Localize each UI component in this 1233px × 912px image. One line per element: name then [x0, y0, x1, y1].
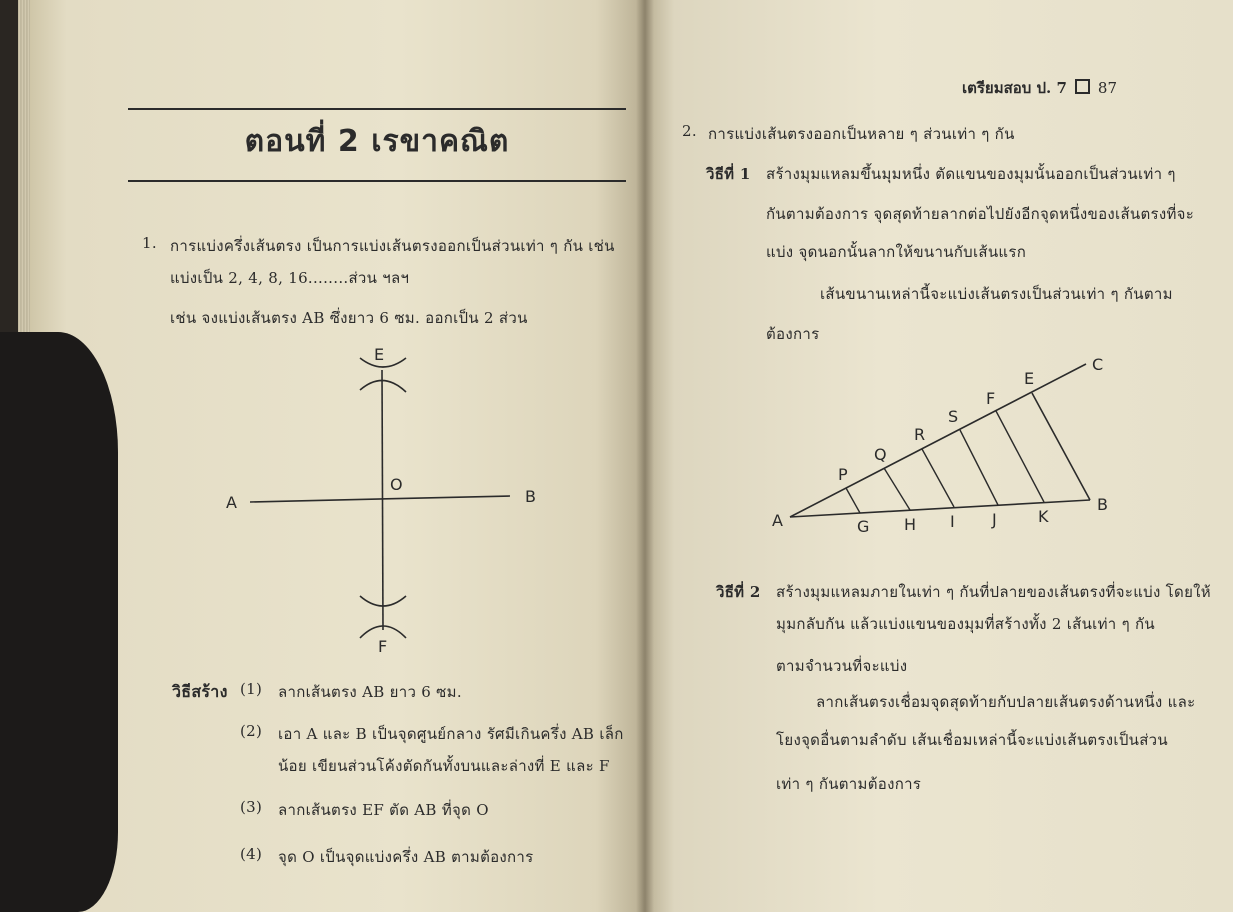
step4-number: (4) [240, 845, 263, 863]
label-j: J [992, 510, 997, 529]
section1-number: 1. [142, 234, 157, 252]
line-eb [1032, 393, 1090, 500]
step1-number: (1) [240, 680, 263, 698]
line-ab [250, 496, 510, 502]
section1-line2: แบ่งเป็น 2, 4, 8, 16........ส่วน ฯลฯ [170, 269, 410, 287]
label-e2: E [1024, 369, 1035, 388]
line-ac [790, 364, 1086, 517]
section1-example: เช่น จงแบ่งเส้นตรง AB ซึ่งยาว 6 ซม. ออกเป็น 2 ส่วน [170, 309, 528, 327]
label-g: G [857, 517, 870, 536]
step2-line1: เอา A และ B เป็นจุดศูนย์กลาง รัศมีเกินครึ่ง AB เล็ก [278, 725, 624, 743]
parallel-sj [960, 430, 998, 505]
method1-para2-line2: ต้องการ [766, 325, 820, 343]
section2-number: 2. [682, 122, 697, 140]
method1-para2-line1: เส้นขนานเหล่านี้จะแบ่งเส้นตรงเป็นส่วนเท่า ๆ กันตาม [820, 285, 1173, 303]
label-k: K [1038, 507, 1049, 526]
book-spine [636, 0, 654, 912]
parallel-qh [884, 468, 910, 510]
method2-para2-line1: ลากเส้นตรงเชื่อมจุดสุดท้ายกับปลายเส้นตรงด้านหนึ่ง และ [816, 693, 1196, 711]
label-q: Q [874, 445, 887, 464]
label-f2: F [986, 389, 996, 408]
label-f: F [378, 637, 388, 656]
label-a: A [226, 493, 237, 512]
label-b2: B [1097, 495, 1108, 514]
method1-line1: สร้างมุมแหลมขึ้นมุมหนึ่ง ตัดแขนของมุมนั้นออกเป็นส่วนเท่า ๆ [766, 165, 1176, 183]
line-ef [382, 370, 383, 630]
parallel-ri [922, 449, 954, 507]
step3-number: (3) [240, 798, 263, 816]
running-header [962, 76, 1117, 100]
label-e: E [374, 345, 385, 364]
label-b: B [525, 487, 536, 506]
arc-e-2 [360, 380, 406, 392]
label-a2: A [772, 511, 783, 530]
section2-title: การแบ่งเส้นตรงออกเป็นหลาย ๆ ส่วนเท่า ๆ กัน [708, 125, 1015, 143]
step1-line1: ลากเส้นตรง AB ยาว 6 ซม. [278, 683, 462, 701]
step2-number: (2) [240, 722, 263, 740]
parallel-pg [846, 488, 860, 513]
division-diagram [760, 350, 1120, 540]
parallel-fk [996, 411, 1044, 502]
method2-line2: มุมกลับกัน แล้วแบ่งแขนของมุมที่สร้างทั้ง 2 เส้นเท่า ๆ กัน [776, 615, 1155, 633]
method1-label: วิธีที่ 1 [706, 165, 751, 183]
label-h: H [904, 515, 917, 534]
label-o: O [390, 475, 403, 494]
label-s: S [948, 407, 959, 426]
title-rule-top [128, 108, 626, 110]
square-icon [1075, 79, 1090, 94]
label-r: R [914, 425, 926, 444]
step2-line2: น้อย เขียนส่วนโค้งตัดกันทั้งบนและล่างที่ E และ F [278, 757, 610, 775]
section1-line1: การแบ่งครึ่งเส้นตรง เป็นการแบ่งเส้นตรงออกเป็นส่วนเท่า ๆ กัน เช่น [170, 237, 615, 255]
chapter-title: ตอนที่ 2 เรขาคณิต [244, 124, 510, 159]
label-i: I [950, 512, 955, 531]
header-title: เตรียมสอบ ป. 7 [962, 79, 1067, 97]
method-heading: วิธีสร้าง [172, 682, 228, 701]
method1-line2: กันตามต้องการ จุดสุดท้ายลากต่อไปยังอีกจุดหนึ่งของเส้นตรงที่จะ [766, 205, 1195, 223]
method1-line3: แบ่ง จุดนอกนั้นลากให้ขนานกับเส้นแรก [766, 243, 1027, 261]
label-c: C [1092, 355, 1104, 374]
method2-line1: สร้างมุมแหลมภายในเท่า ๆ กันที่ปลายของเส้นตรงที่จะแบ่ง โดยให้ [776, 583, 1211, 601]
page-number: 87 [1097, 79, 1118, 97]
step3-line1: ลากเส้นตรง EF ตัด AB ที่จุด O [278, 801, 489, 819]
thumb-holding-book [0, 332, 118, 912]
method2-para2-line2: โยงจุดอื่นตามลำดับ เส้นเชื่อมเหล่านี้จะแบ่งเส้นตรงเป็นส่วน [776, 731, 1168, 749]
bisector-diagram [220, 340, 550, 660]
label-p: P [838, 465, 848, 484]
method2-para2-line3: เท่า ๆ กันตามต้องการ [776, 775, 922, 793]
title-rule-bottom [128, 180, 626, 182]
method2-line3: ตามจำนวนที่จะแบ่ง [776, 657, 908, 675]
method2-label: วิธีที่ 2 [716, 583, 761, 601]
step4-line1: จุด O เป็นจุดแบ่งครึ่ง AB ตามต้องการ [278, 848, 534, 866]
